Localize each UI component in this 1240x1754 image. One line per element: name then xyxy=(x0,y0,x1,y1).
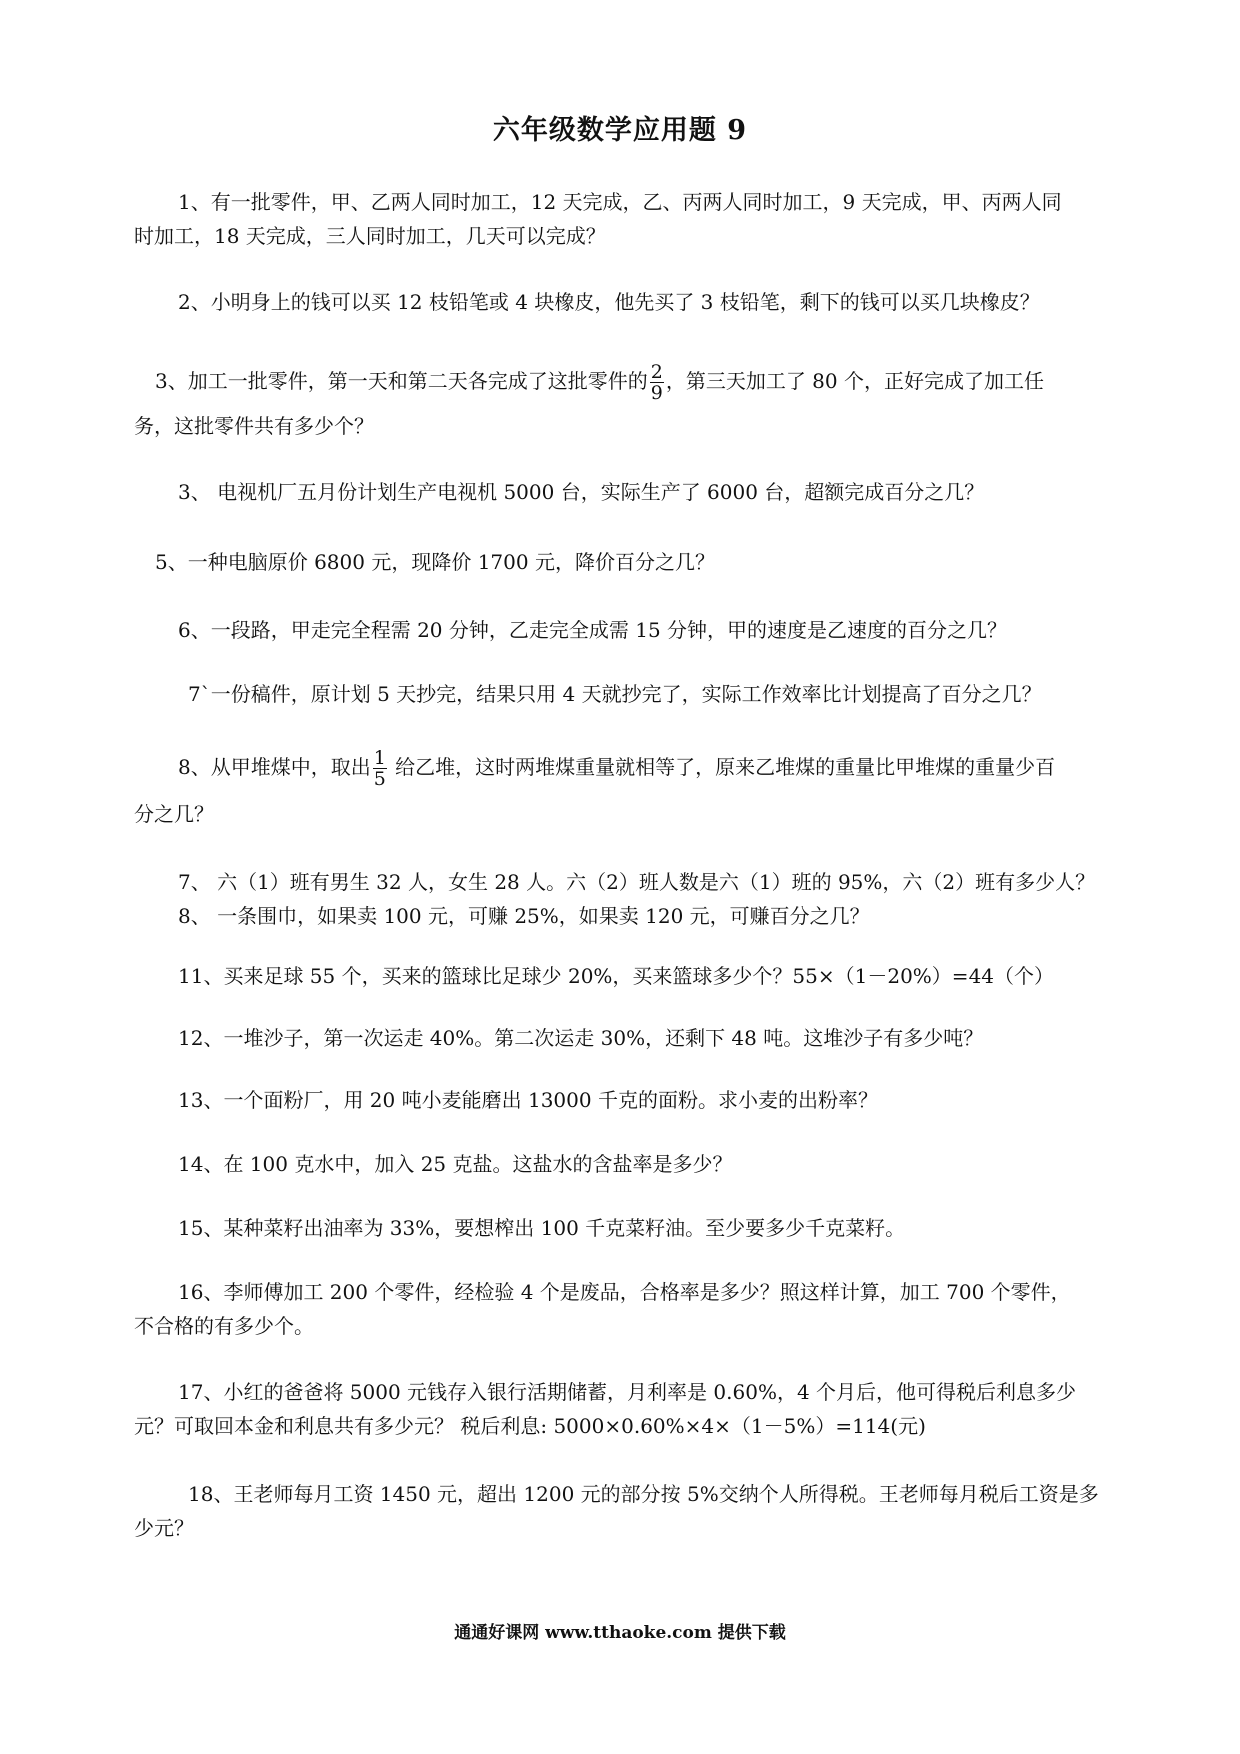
question-12 xyxy=(178,1024,983,1052)
question-line: 14、在 100 克水中，加入 25 克盐。这盐水的含盐率是多少？ xyxy=(178,1152,733,1176)
question-text: 8、从甲堆煤中，取出 xyxy=(178,755,371,779)
fraction-numerator: 2 xyxy=(650,361,663,383)
question-10 xyxy=(178,902,870,930)
question-line: 少元？ xyxy=(134,1516,194,1540)
question-18 xyxy=(188,1480,1099,1508)
fraction-denominator: 5 xyxy=(373,768,386,790)
question-line: 16、李师傅加工 200 个零件，经检验 4 个是废品，合格率是多少？照这样计算，加工 700 个零件， xyxy=(178,1280,1071,1304)
fraction xyxy=(650,362,664,403)
question-line: 7`一份稿件，原计划 5 天抄完，结果只用 4 天就抄完了，实际工作效率比计划提高了百分之几？ xyxy=(188,682,1042,706)
question-line: 元？可取回本金和利息共有多少元？ 税后利息: 5000×0.60%×4×（1－5%）=114(元) xyxy=(134,1414,926,1438)
question-7 xyxy=(188,680,1042,708)
question-6 xyxy=(178,616,1007,644)
question-line: 务，这批零件共有多少个？ xyxy=(134,414,374,438)
question-text: 3、加工一批零件，第一天和第二天各完成了这批零件的 xyxy=(155,369,648,393)
question-text: 给乙堆，这时两堆煤重量就相等了，原来乙堆煤的重量比甲堆煤的重量少百 xyxy=(388,755,1056,779)
question-line: 6、一段路，甲走完全程需 20 分钟，乙走完全成需 15 分钟，甲的速度是乙速度的百分之几？ xyxy=(178,618,1008,642)
question-14 xyxy=(178,1150,733,1178)
question-8-cont xyxy=(134,800,214,828)
question-1 xyxy=(178,188,1062,216)
question-line: 3、 电视机厂五月份计划生产电视机 5000 台，实际生产了 6000 台，超额完成百分之几？ xyxy=(178,480,985,504)
question-line: 8、 一条围巾，如果卖 100 元，可赚 25%，如果卖 120 元，可赚百分之几？ xyxy=(178,904,870,928)
question-4 xyxy=(178,478,984,506)
question-8 xyxy=(178,748,1055,789)
fraction-denominator: 9 xyxy=(650,382,663,404)
question-2 xyxy=(178,288,1040,316)
question-15 xyxy=(178,1214,905,1242)
question-13 xyxy=(178,1086,878,1114)
question-line: 分之几？ xyxy=(134,802,214,826)
fraction xyxy=(373,748,387,789)
question-line: 13、一个面粉厂，用 20 吨小麦能磨出 13000 千克的面粉。求小麦的出粉率？ xyxy=(178,1088,878,1112)
question-16-cont xyxy=(134,1312,314,1340)
question-1-cont xyxy=(134,222,606,250)
question-17 xyxy=(178,1378,1076,1406)
page-title: 六年级数学应用题 9 xyxy=(492,115,748,146)
question-line: 不合格的有多少个。 xyxy=(134,1314,314,1338)
question-line: 12、一堆沙子，第一次运走 40%。第二次运走 30%，还剩下 48 吨。这堆沙子有多少吨？ xyxy=(178,1026,984,1050)
fraction-numerator: 1 xyxy=(373,747,386,769)
question-line: 2、小明身上的钱可以买 12 枝铅笔或 4 块橡皮，他先买了 3 枝铅笔，剩下的钱可以买几块橡皮？ xyxy=(178,290,1040,314)
question-16 xyxy=(178,1278,1071,1306)
question-line: 17、小红的爸爸将 5000 元钱存入银行活期储蓄，月利率是 0.60%，4 个月后，他可得税后利息多少 xyxy=(178,1380,1077,1404)
question-text: ，第三天加工了 80 个，正好完成了加工任 xyxy=(665,369,1044,393)
question-line: 时加工，18 天完成，三人同时加工，几天可以完成？ xyxy=(134,224,606,248)
question-11 xyxy=(178,962,1054,990)
question-18-cont xyxy=(134,1514,194,1542)
question-3 xyxy=(155,362,1044,403)
question-3-cont xyxy=(134,412,374,440)
question-line: 7、 六（1）班有男生 32 人，女生 28 人。六（2）班人数是六（1）班的 95%，六（2）班有多少人？ xyxy=(178,870,1096,894)
question-line: 15、某种菜籽出油率为 33%，要想榨出 100 千克菜籽油。至少要多少千克菜籽。 xyxy=(178,1216,906,1240)
question-line: 1、有一批零件，甲、乙两人同时加工，12 天完成，乙、丙两人同时加工，9 天完成，甲、丙两人同 xyxy=(178,190,1062,214)
question-5 xyxy=(155,548,715,576)
page-footer: 通通好课网 www.tthaoke.com 提供下载 xyxy=(454,1623,786,1643)
question-9 xyxy=(178,868,1095,896)
question-line: 11、买来足球 55 个，买来的篮球比足球少 20%，买来篮球多少个？55×（1－20%）=44（个） xyxy=(178,964,1055,988)
question-line: 5、一种电脑原价 6800 元，现降价 1700 元，降价百分之几？ xyxy=(155,550,715,574)
question-17-cont xyxy=(134,1412,926,1440)
question-line: 18、王老师每月工资 1450 元，超出 1200 元的部分按 5%交纳个人所得税。王老师每月税后工资是多 xyxy=(188,1482,1099,1506)
